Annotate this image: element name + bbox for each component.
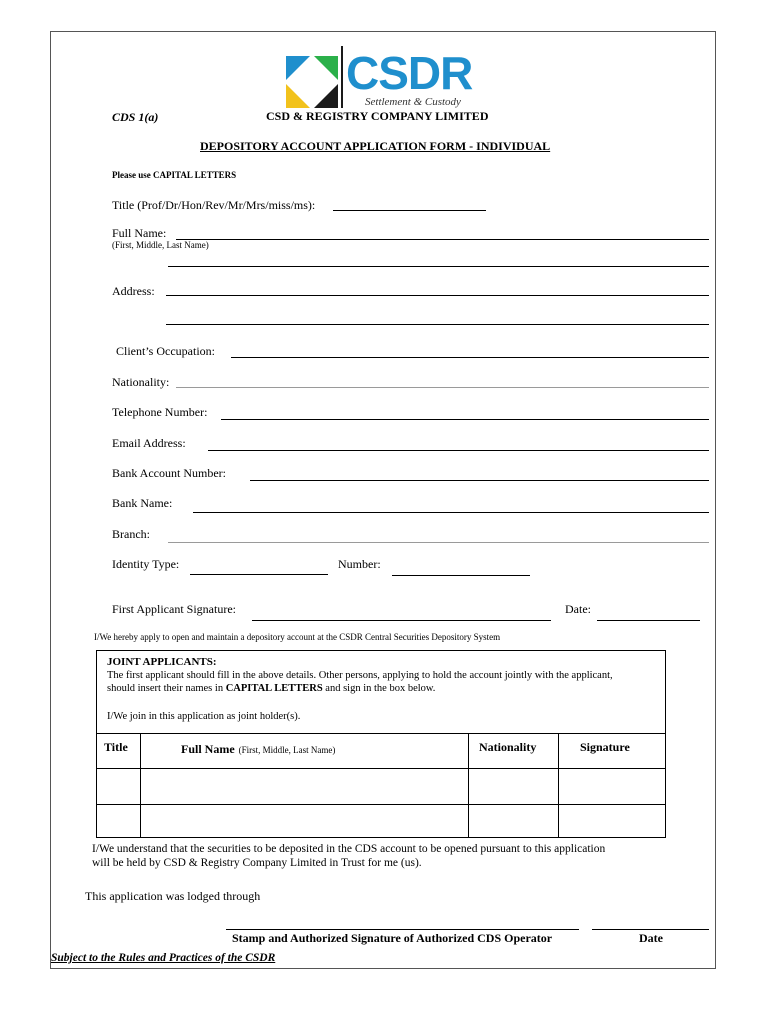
telephone-input-line[interactable] [221, 419, 709, 420]
operator-signature-label: Stamp and Authorized Signature of Authorized CDS Operator [232, 931, 553, 945]
diamond-logo-icon [286, 50, 338, 110]
row2-nationality-cell[interactable] [469, 805, 559, 838]
col-nationality-label: Nationality [479, 740, 537, 754]
first-signature-label: First Applicant Signature: [112, 602, 236, 616]
row1-fullname-cell[interactable] [141, 769, 469, 805]
operator-date-line[interactable] [592, 929, 709, 930]
col-title-header [96, 734, 141, 769]
branch-label: Branch: [112, 527, 150, 541]
joint-line-3: I/We join in this application as joint holder(s). [107, 711, 301, 722]
date-input-line[interactable] [597, 620, 700, 621]
nationality-label: Nationality: [112, 375, 170, 389]
operator-date-label: Date [639, 931, 663, 945]
trust-line-2: will be held by CSD & Registry Company Limited in Trust for me (us). [92, 857, 422, 869]
row2-title-cell[interactable] [96, 805, 141, 838]
bank-name-label: Bank Name: [112, 496, 173, 510]
email-label: Email Address: [112, 436, 186, 450]
occupation-input-line[interactable] [231, 357, 709, 358]
col-nationality-header [469, 734, 559, 769]
row2-fullname-cell[interactable] [141, 805, 469, 838]
date-label: Date: [565, 602, 591, 616]
first-signature-line[interactable] [252, 620, 551, 621]
address-label: Address: [112, 284, 155, 298]
row1-signature-cell[interactable] [559, 769, 666, 805]
capital-letters-emphasis: CAPITAL LETTERS [225, 683, 323, 694]
operator-signature-line[interactable] [226, 929, 579, 930]
row1-nationality-cell[interactable] [469, 769, 559, 805]
title-label: Title (Prof/Dr/Hon/Rev/Mr/Mrs/miss/ms): [112, 198, 316, 212]
number-input-line[interactable] [392, 575, 530, 576]
joint-line-2-end: and sign in the box below. [322, 683, 436, 694]
row1-title-cell[interactable] [96, 769, 141, 805]
col-fullname-header [141, 734, 469, 769]
joint-heading: JOINT APPLICANTS: [107, 656, 217, 668]
joint-table [96, 733, 666, 839]
col-title-label: Title [104, 740, 128, 754]
bank-name-input-line[interactable] [193, 512, 709, 513]
bank-account-label: Bank Account Number: [112, 466, 226, 480]
joint-applicants-box [96, 650, 666, 838]
joint-line-2 [107, 683, 435, 694]
form-code: CDS 1(a) [112, 110, 159, 124]
rules-footer: Subject to the Rules and Practices of the CSDR [51, 952, 276, 964]
col-fullname-hint: (First, Middle, Last Name) [238, 745, 336, 755]
full-name-hint: (First, Middle, Last Name) [112, 240, 209, 250]
company-name: CSD & REGISTRY COMPANY LIMITED [266, 109, 489, 123]
logo-tagline: Settlement & Custody [365, 96, 461, 108]
branch-input-line[interactable] [168, 542, 709, 543]
title-input-line[interactable] [333, 210, 486, 211]
declaration-text: I/We hereby apply to open and maintain a depository account at the CSDR Central Securities Depository System [94, 632, 501, 642]
full-name-input-line[interactable] [176, 239, 709, 240]
address-input-line[interactable] [166, 295, 709, 296]
email-input-line[interactable] [208, 450, 709, 451]
occupation-label: Client’s Occupation: [116, 344, 215, 358]
col-signature-header [559, 734, 666, 769]
number-label: Number: [338, 557, 381, 571]
full-name-label: Full Name: [112, 226, 167, 240]
capital-letters-instruction: Please use CAPITAL LETTERS [112, 170, 237, 180]
logo-wordmark: CSDR [346, 47, 473, 99]
identity-type-label: Identity Type: [112, 557, 180, 571]
bank-account-input-line[interactable] [250, 480, 709, 481]
form-title: DEPOSITORY ACCOUNT APPLICATION FORM - INDIVIDUAL [200, 139, 551, 153]
lodged-through-label: This application was lodged through [85, 889, 261, 903]
col-signature-label: Signature [580, 740, 630, 754]
row2-signature-cell[interactable] [559, 805, 666, 838]
nationality-input-line[interactable] [176, 387, 709, 388]
joint-line-2-start: should insert their names in [107, 683, 226, 694]
address-input-line-2[interactable] [166, 324, 709, 325]
trust-line-1: I/We understand that the securities to be deposited in the CDS account to be opened pursuant to this application [92, 843, 606, 855]
col-fullname-text: Full Name [181, 742, 235, 756]
col-fullname-label [181, 740, 335, 758]
joint-line-1: The first applicant should fill in the above details. Other persons, applying to hold the account jointly with the applicant, [107, 670, 613, 681]
csdr-logo [286, 44, 486, 110]
identity-type-input-line[interactable] [190, 574, 328, 575]
telephone-label: Telephone Number: [112, 405, 208, 419]
full-name-input-line-2[interactable] [168, 266, 709, 267]
